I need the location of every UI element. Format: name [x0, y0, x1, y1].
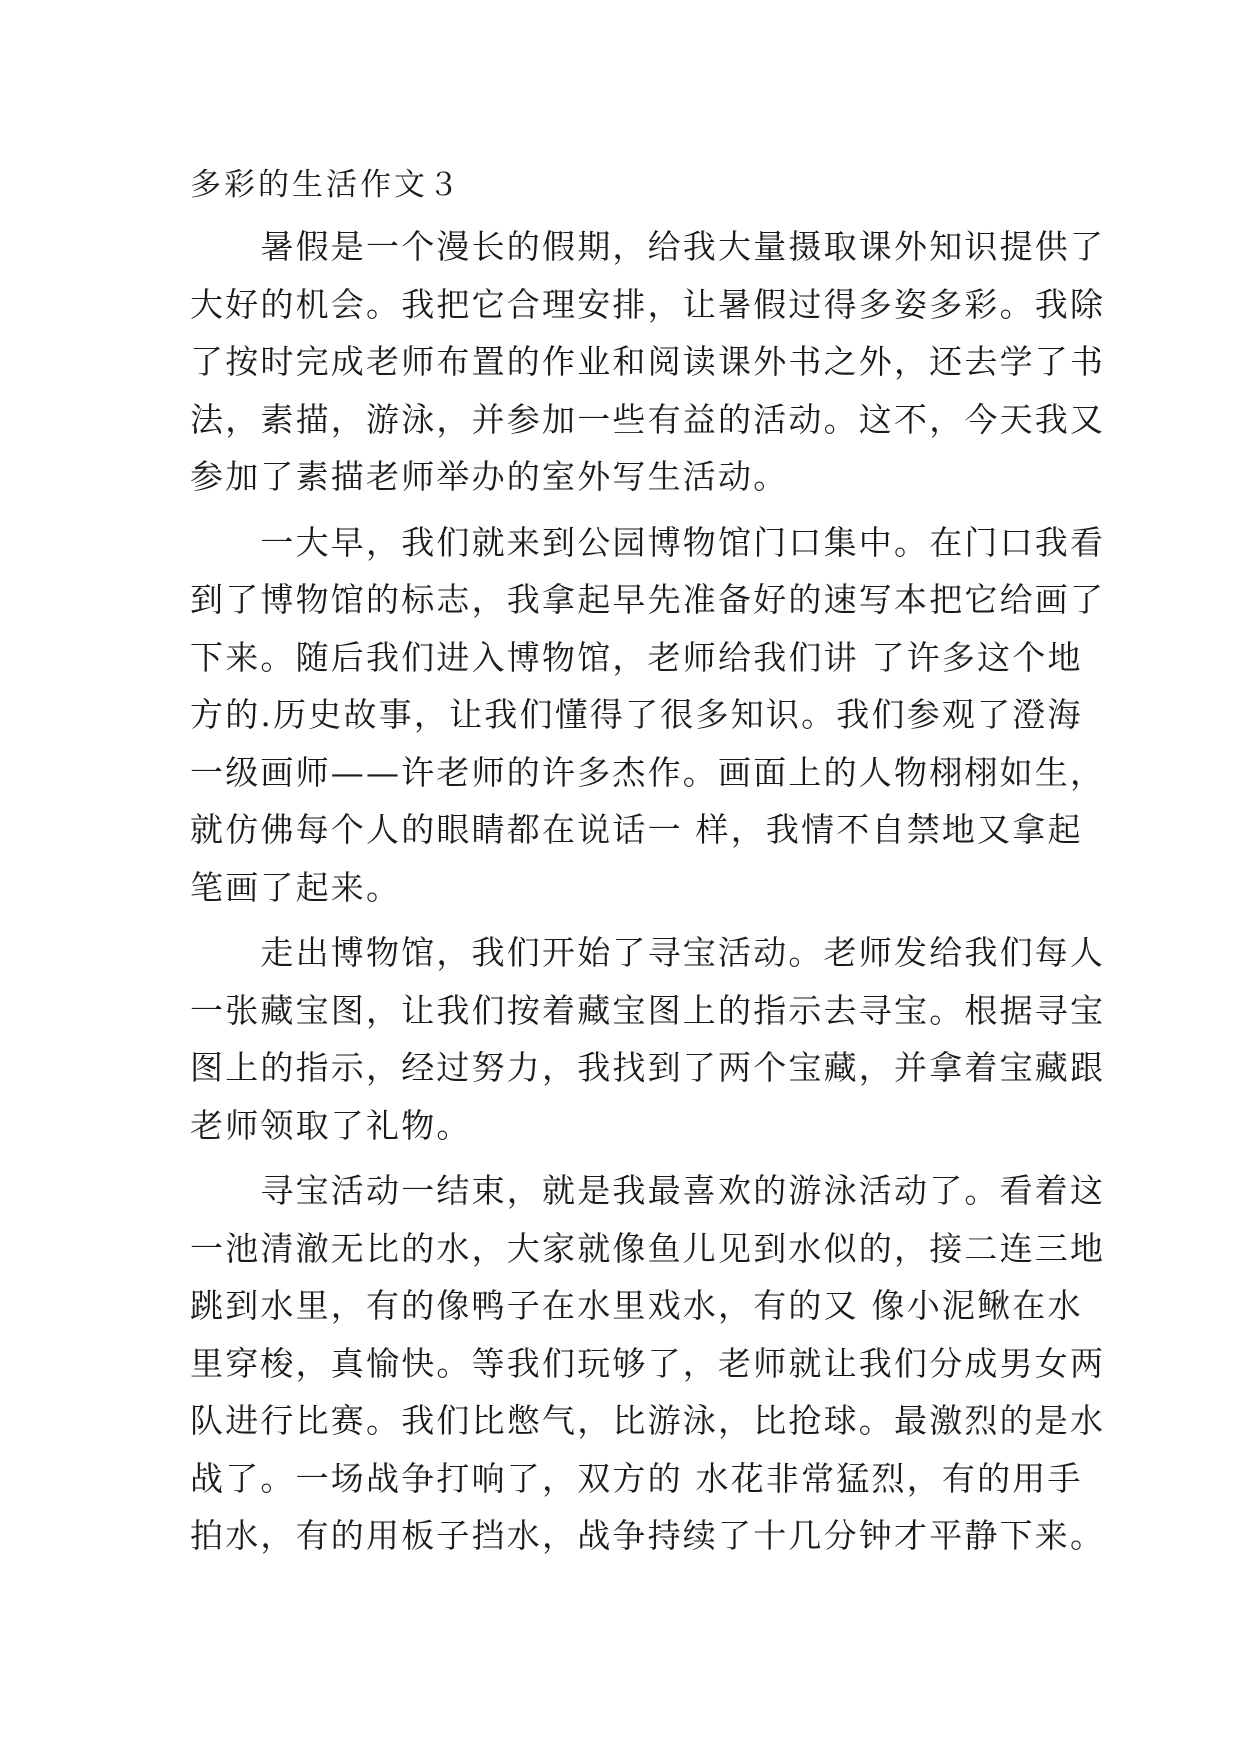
text-line: 暑假是一个漫长的假期，给我大量摄取课外知识提供了: [190, 227, 1106, 266]
text-line: 一大早，我们就来到公园博物馆门口集中。在门口我看: [190, 522, 1106, 562]
text-line: 大好的机会。我把它合理安排，让暑假过得多姿多彩。我除: [190, 284, 1106, 324]
text-line: 里穿梭，真愉快。等我们玩够了，老师就让我们分成男女两: [190, 1343, 1106, 1383]
paragraph-1: [190, 218, 1106, 506]
text-line: 方的.历史故事，让我们懂得了很多知识。我们参观了澄海: [190, 695, 1083, 734]
text-line: 笔画了起来。: [190, 867, 402, 907]
text-line: 战了。一场战争打响了，双方的 水花非常猛烈，有的用手: [190, 1458, 1083, 1498]
paragraph-4: [190, 1162, 1106, 1565]
text-line: 寻宝活动一结束，就是我最喜欢的游泳活动了。看着这: [190, 1171, 1106, 1210]
paragraph-3: [190, 924, 1106, 1154]
text-line: 队进行比赛。我们比憋气，比游泳，比抢球。最激烈的是水: [190, 1401, 1106, 1440]
text-line: 老师领取了礼物。: [190, 1105, 472, 1145]
document-title: 多彩的生活作文３: [190, 167, 462, 203]
text-line: 走出博物馆，我们开始了寻宝活动。老师发给我们每人: [190, 933, 1106, 972]
text-line: 参加了素描老师举办的室外写生活动。: [190, 457, 789, 496]
text-line: 图上的指示，经过努力，我找到了两个宝藏，并拿着宝藏跟: [190, 1048, 1106, 1087]
text-line: 拍水，有的用板子挡水，战争持续了十几分钟才平静下来。: [190, 1516, 1106, 1555]
document-body: [190, 160, 1106, 1573]
text-line: 下来。随后我们进入博物馆，老师给我们讲 了许多这个地: [190, 637, 1083, 677]
text-line: 法，素描，游泳，并参加一些有益的活动。这不，今天我又: [190, 399, 1106, 439]
text-line: 跳到水里，有的像鸭子在水里戏水，有的又 像小泥鳅在水: [190, 1286, 1083, 1325]
text-line: 到了博物馆的标志，我拿起早先准备好的速写本把它给画了: [190, 580, 1106, 619]
text-line: 一池清澈无比的水，大家就像鱼儿见到水似的，接二连三地: [190, 1228, 1106, 1268]
text-line: 了按时完成老师布置的作业和阅读课外书之外，还去学了书: [190, 342, 1106, 381]
paragraph-2: [190, 514, 1106, 917]
text-line: 一张藏宝图，让我们按着藏宝图上的指示去寻宝。根据寻宝: [190, 990, 1106, 1030]
text-line: 就仿佛每个人的眼睛都在说话一 样，我情不自禁地又拿起: [190, 810, 1083, 849]
text-line: 一级画师——许老师的许多杰作。画面上的人物栩栩如生，: [190, 752, 1106, 792]
